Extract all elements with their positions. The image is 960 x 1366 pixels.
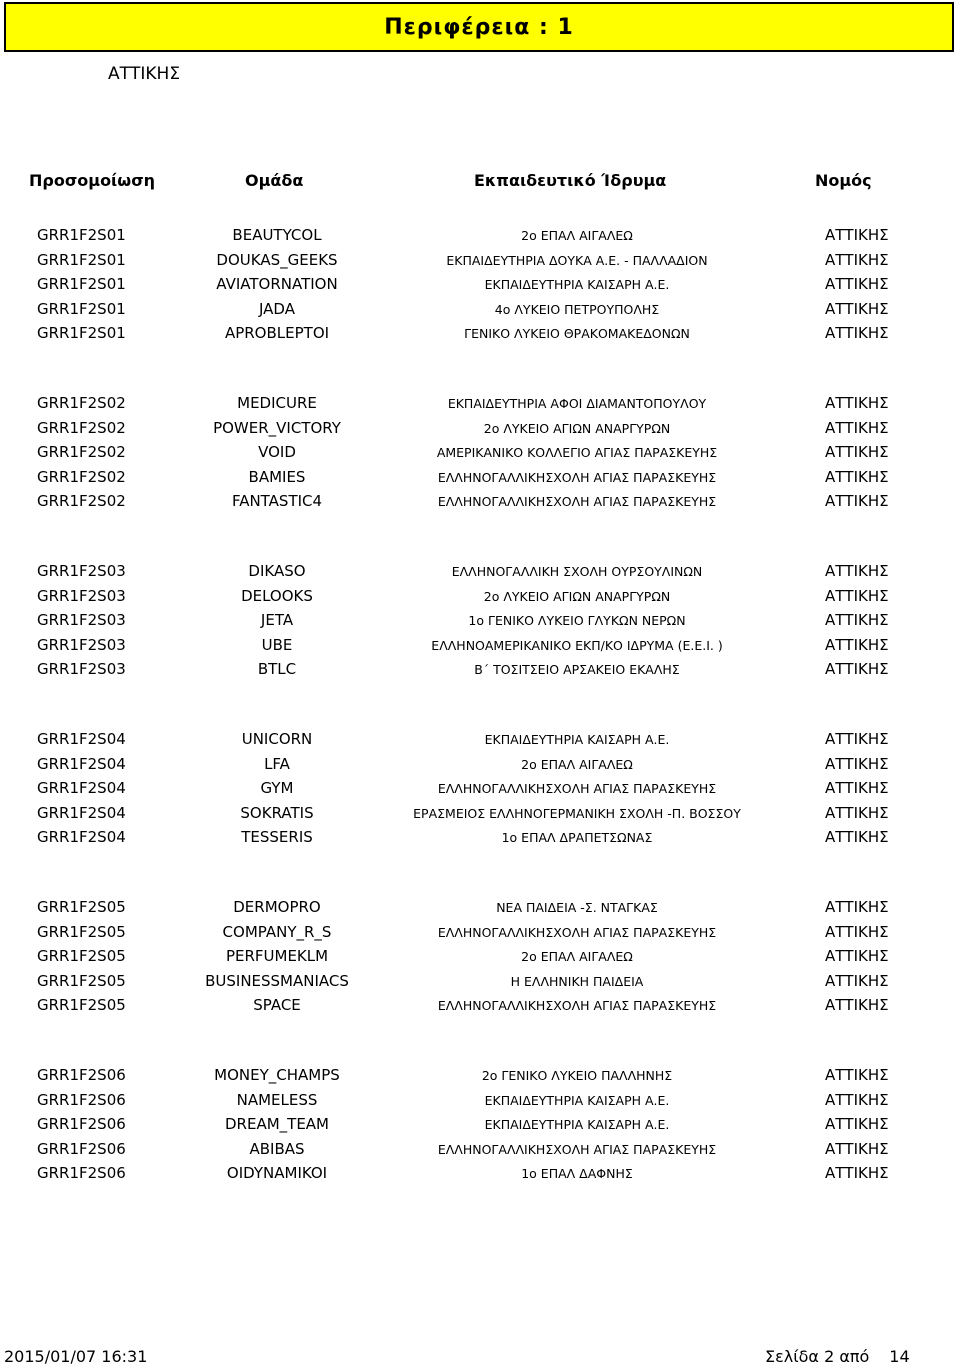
simulation-cell: GRR1F2S03 <box>37 611 126 629</box>
simulation-cell: GRR1F2S02 <box>37 492 126 510</box>
team-cell: UNICORN <box>241 730 313 748</box>
school-cell: ΕΡΑΣΜΕΙΟΣ ΕΛΛΗΝΟΓΕΡΜΑΝΙΚΗ ΣΧΟΛΗ -Π. ΒΟΣΣΟΥ <box>413 805 741 821</box>
page-title: Περιφέρεια : 1 <box>384 14 574 40</box>
prefecture-cell: ΑΤΤΙΚΗΣ <box>825 250 889 269</box>
team-cell: DOUKAS_GEEKS <box>216 250 338 269</box>
simulation-cell: GRR1F2S01 <box>37 299 126 318</box>
team-cell: UBE <box>261 635 293 654</box>
team-cell: BAMIES <box>248 467 306 486</box>
team-cell: LFA <box>264 754 290 773</box>
prefecture-cell: ΑΤΤΙΚΗΣ <box>825 635 889 654</box>
school-cell: ΕΛΛΗΝΟΓΑΛΛΙΚΗΣΧΟΛΗ ΑΓΙΑΣ ΠΑΡΑΣΚΕΥΗΣ <box>437 781 717 796</box>
simulation-cell: GRR1F2S06 <box>37 1139 126 1158</box>
team-cell: DELOOKS <box>241 586 313 605</box>
school-cell: ΕΛΛΗΝΟΓΑΛΛΙΚΗΣΧΟΛΗ ΑΓΙΑΣ ΠΑΡΑΣΚΕΥΗΣ <box>437 494 717 509</box>
team-cell: DERMOPRO <box>233 898 321 916</box>
team-cell: BUSINESSMANIACS <box>205 971 349 990</box>
prefecture-cell: ΑΤΤΙΚΗΣ <box>825 947 889 965</box>
team-cell: VOID <box>258 443 296 461</box>
prefecture-cell: ΑΤΤΙΚΗΣ <box>825 1066 889 1084</box>
team-cell: JADA <box>259 299 295 318</box>
header-team: Ομάδα <box>245 171 304 190</box>
school-cell: 2ο ΓΕΝΙΚΟ ΛΥΚΕΙΟ ΠΑΛΛΗΝΗΣ <box>481 1068 673 1083</box>
school-cell: 4ο ΛΥΚΕΙΟ ΠΕΤΡΟΥΠΟΛΗΣ <box>494 301 660 317</box>
school-cell: Β΄ ΤΟΣΙΤΣΕΙΟ ΑΡΣΑΚΕΙΟ ΕΚΑΛΗΣ <box>474 662 680 677</box>
simulation-cell: GRR1F2S05 <box>37 996 126 1014</box>
header-simulation: Προσομοίωση <box>29 171 156 190</box>
school-cell: ΕΚΠΑΙΔΕΥΤΗΡΙΑ ΑΦΟΙ ΔΙΑΜΑΝΤΟΠΟΥΛΟΥ <box>447 396 707 411</box>
school-cell: 2ο ΛΥΚΕΙΟ ΑΓΙΩΝ ΑΝΑΡΓΥΡΩΝ <box>483 420 671 436</box>
school-cell: ΕΛΛΗΝΟΓΑΛΛΙΚΗ ΣΧΟΛΗ ΟΥΡΣΟΥΛΙΝΩΝ <box>451 564 703 579</box>
school-cell: Η ΕΛΛΗΝΙΚΗ ΠΑΙΔΕΙΑ <box>510 973 644 989</box>
team-cell: SPACE <box>253 996 301 1014</box>
prefecture-cell: ΑΤΤΙΚΗΣ <box>825 418 889 437</box>
school-cell: ΝΕΑ ΠΑΙΔΕΙΑ -Σ. ΝΤΑΓΚΑΣ <box>496 900 658 915</box>
prefecture-cell: ΑΤΤΙΚΗΣ <box>825 779 889 797</box>
prefecture-cell: ΑΤΤΙΚΗΣ <box>825 562 889 580</box>
title-banner <box>4 2 954 52</box>
header-school: Εκπαιδευτικό Ίδρυμα <box>474 171 667 190</box>
simulation-cell: GRR1F2S03 <box>37 660 126 678</box>
school-cell: ΕΛΛΗΝΟΑΜΕΡΙΚΑΝΙΚΟ ΕΚΠ/ΚΟ ΙΔΡΥΜΑ (Ε.Ε.Ι. ) <box>431 637 723 653</box>
footer-total-pages: 14 <box>889 1347 910 1366</box>
school-cell: ΕΚΠΑΙΔΕΥΤΗΡΙΑ ΚΑΙΣΑΡΗ Α.Ε. <box>484 732 670 747</box>
prefecture-cell: ΑΤΤΙΚΗΣ <box>825 394 889 412</box>
prefecture-cell: ΑΤΤΙΚΗΣ <box>825 1090 889 1109</box>
prefecture-cell: ΑΤΤΙΚΗΣ <box>825 828 889 846</box>
team-cell: PERFUMEKLM <box>225 947 329 965</box>
school-cell: 2ο ΕΠΑΛ ΑΙΓΑΛΕΩ <box>521 949 633 964</box>
prefecture-cell: ΑΤΤΙΚΗΣ <box>825 922 889 941</box>
school-cell: ΕΛΛΗΝΟΓΑΛΛΙΚΗΣΧΟΛΗ ΑΓΙΑΣ ΠΑΡΑΣΚΕΥΗΣ <box>437 998 717 1013</box>
prefecture-cell: ΑΤΤΙΚΗΣ <box>825 996 889 1014</box>
simulation-cell: GRR1F2S01 <box>37 275 126 293</box>
team-cell: TESSERIS <box>241 828 313 846</box>
simulation-cell: GRR1F2S02 <box>37 418 126 437</box>
team-cell: OIDYNAMIKOI <box>226 1164 328 1182</box>
prefecture-cell: ΑΤΤΙΚΗΣ <box>825 898 889 916</box>
prefecture-cell: ΑΤΤΙΚΗΣ <box>825 226 889 244</box>
team-cell: AVIATORNATION <box>216 275 338 293</box>
simulation-cell: GRR1F2S06 <box>37 1164 126 1182</box>
school-cell: ΕΚΠΑΙΔΕΥΤΗΡΙΑ ΚΑΙΣΑΡΗ Α.Ε. <box>484 1092 670 1108</box>
prefecture-cell: ΑΤΤΙΚΗΣ <box>825 467 889 486</box>
simulation-cell: GRR1F2S03 <box>37 562 126 580</box>
footer-datetime: 2015/01/07 16:31 <box>4 1347 148 1366</box>
prefecture-cell: ΑΤΤΙΚΗΣ <box>825 324 889 342</box>
school-cell: ΕΚΠΑΙΔΕΥΤΗΡΙΑ ΚΑΙΣΑΡΗ Α.Ε. <box>484 1117 670 1132</box>
simulation-cell: GRR1F2S03 <box>37 586 126 605</box>
team-cell: SOKRATIS <box>240 803 314 822</box>
school-cell: ΑΜΕΡΙΚΑΝΙΚΟ ΚΟΛΛΕΓΙΟ ΑΓΙΑΣ ΠΑΡΑΣΚΕΥΗΣ <box>436 445 718 460</box>
simulation-cell: GRR1F2S04 <box>37 779 126 797</box>
team-cell: COMPANY_R_S <box>222 922 332 941</box>
school-cell: 1ο ΓΕΝΙΚΟ ΛΥΚΕΙΟ ΓΛΥΚΩΝ ΝΕΡΩΝ <box>468 613 686 628</box>
school-cell: 2ο ΕΠΑΛ ΑΙΓΑΛΕΩ <box>521 756 633 772</box>
footer-page-info <box>765 1347 910 1366</box>
prefecture-cell: ΑΤΤΙΚΗΣ <box>825 803 889 822</box>
prefecture-cell: ΑΤΤΙΚΗΣ <box>825 1164 889 1182</box>
prefecture-cell: ΑΤΤΙΚΗΣ <box>825 492 889 510</box>
prefecture-cell: ΑΤΤΙΚΗΣ <box>825 1139 889 1158</box>
team-cell: APROBLEPTOI <box>224 324 330 342</box>
simulation-cell: GRR1F2S04 <box>37 754 126 773</box>
school-cell: ΓΕΝΙΚΟ ΛΥΚΕΙΟ ΘΡΑΚΟΜΑΚΕΔΟΝΩΝ <box>464 326 690 341</box>
school-cell: 1ο ΕΠΑΛ ΔΑΦΝΗΣ <box>521 1166 633 1181</box>
prefecture-cell: ΑΤΤΙΚΗΣ <box>825 275 889 293</box>
prefecture-cell: ΑΤΤΙΚΗΣ <box>825 586 889 605</box>
simulation-cell: GRR1F2S04 <box>37 803 126 822</box>
simulation-cell: GRR1F2S06 <box>37 1066 126 1084</box>
footer-page-label: Σελίδα 2 από <box>765 1347 870 1366</box>
simulation-cell: GRR1F2S05 <box>37 898 126 916</box>
team-cell: DIKASO <box>248 562 306 580</box>
prefecture-cell: ΑΤΤΙΚΗΣ <box>825 660 889 678</box>
school-cell: 2ο ΛΥΚΕΙΟ ΑΓΙΩΝ ΑΝΑΡΓΥΡΩΝ <box>483 588 671 604</box>
simulation-cell: GRR1F2S04 <box>37 828 126 846</box>
team-cell: MEDICURE <box>237 394 317 412</box>
school-cell: 2ο ΕΠΑΛ ΑΙΓΑΛΕΩ <box>521 228 633 243</box>
simulation-cell: GRR1F2S02 <box>37 467 126 486</box>
simulation-cell: GRR1F2S03 <box>37 635 126 654</box>
header-prefecture: Νομός <box>815 171 872 190</box>
team-cell: BTLC <box>257 660 297 678</box>
team-cell: JETA <box>260 611 294 629</box>
prefecture-cell: ΑΤΤΙΚΗΣ <box>825 730 889 748</box>
simulation-cell: GRR1F2S02 <box>37 443 126 461</box>
simulation-cell: GRR1F2S05 <box>37 971 126 990</box>
school-cell: ΕΛΛΗΝΟΓΑΛΛΙΚΗΣΧΟΛΗ ΑΓΙΑΣ ΠΑΡΑΣΚΕΥΗΣ <box>437 469 717 485</box>
school-cell: ΕΚΠΑΙΔΕΥΤΗΡΙΑ ΔΟΥΚΑ Α.Ε. - ΠΑΛΛΑΔΙΟΝ <box>446 252 708 268</box>
team-cell: MONEY_CHAMPS <box>214 1066 340 1084</box>
school-cell: ΕΛΛΗΝΟΓΑΛΛΙΚΗΣΧΟΛΗ ΑΓΙΑΣ ΠΑΡΑΣΚΕΥΗΣ <box>437 924 717 940</box>
simulation-cell: GRR1F2S06 <box>37 1115 126 1133</box>
prefecture-cell: ΑΤΤΙΚΗΣ <box>825 754 889 773</box>
simulation-cell: GRR1F2S05 <box>37 922 126 941</box>
school-cell: 1ο ΕΠΑΛ ΔΡΑΠΕΤΣΩΝΑΣ <box>501 830 653 845</box>
simulation-cell: GRR1F2S01 <box>37 250 126 269</box>
region-label: ΑΤΤΙΚΗΣ <box>108 64 181 84</box>
prefecture-cell: ΑΤΤΙΚΗΣ <box>825 971 889 990</box>
school-cell: ΕΛΛΗΝΟΓΑΛΛΙΚΗΣΧΟΛΗ ΑΓΙΑΣ ΠΑΡΑΣΚΕΥΗΣ <box>437 1141 717 1157</box>
school-cell: ΕΚΠΑΙΔΕΥΤΗΡΙΑ ΚΑΙΣΑΡΗ Α.Ε. <box>484 277 670 292</box>
prefecture-cell: ΑΤΤΙΚΗΣ <box>825 1115 889 1133</box>
simulation-cell: GRR1F2S01 <box>37 226 126 244</box>
team-cell: FANTASTIC4 <box>231 492 323 510</box>
simulation-cell: GRR1F2S01 <box>37 324 126 342</box>
prefecture-cell: ΑΤΤΙΚΗΣ <box>825 611 889 629</box>
team-cell: GYM <box>260 779 294 797</box>
prefecture-cell: ΑΤΤΙΚΗΣ <box>825 443 889 461</box>
team-cell: ABIBAS <box>249 1139 305 1158</box>
team-cell: NAMELESS <box>236 1090 318 1109</box>
simulation-cell: GRR1F2S06 <box>37 1090 126 1109</box>
simulation-cell: GRR1F2S05 <box>37 947 126 965</box>
simulation-cell: GRR1F2S02 <box>37 394 126 412</box>
team-cell: POWER_VICTORY <box>213 418 341 437</box>
team-cell: DREAM_TEAM <box>225 1115 329 1133</box>
prefecture-cell: ΑΤΤΙΚΗΣ <box>825 299 889 318</box>
simulation-cell: GRR1F2S04 <box>37 730 126 748</box>
team-cell: BEAUTYCOL <box>232 226 322 244</box>
